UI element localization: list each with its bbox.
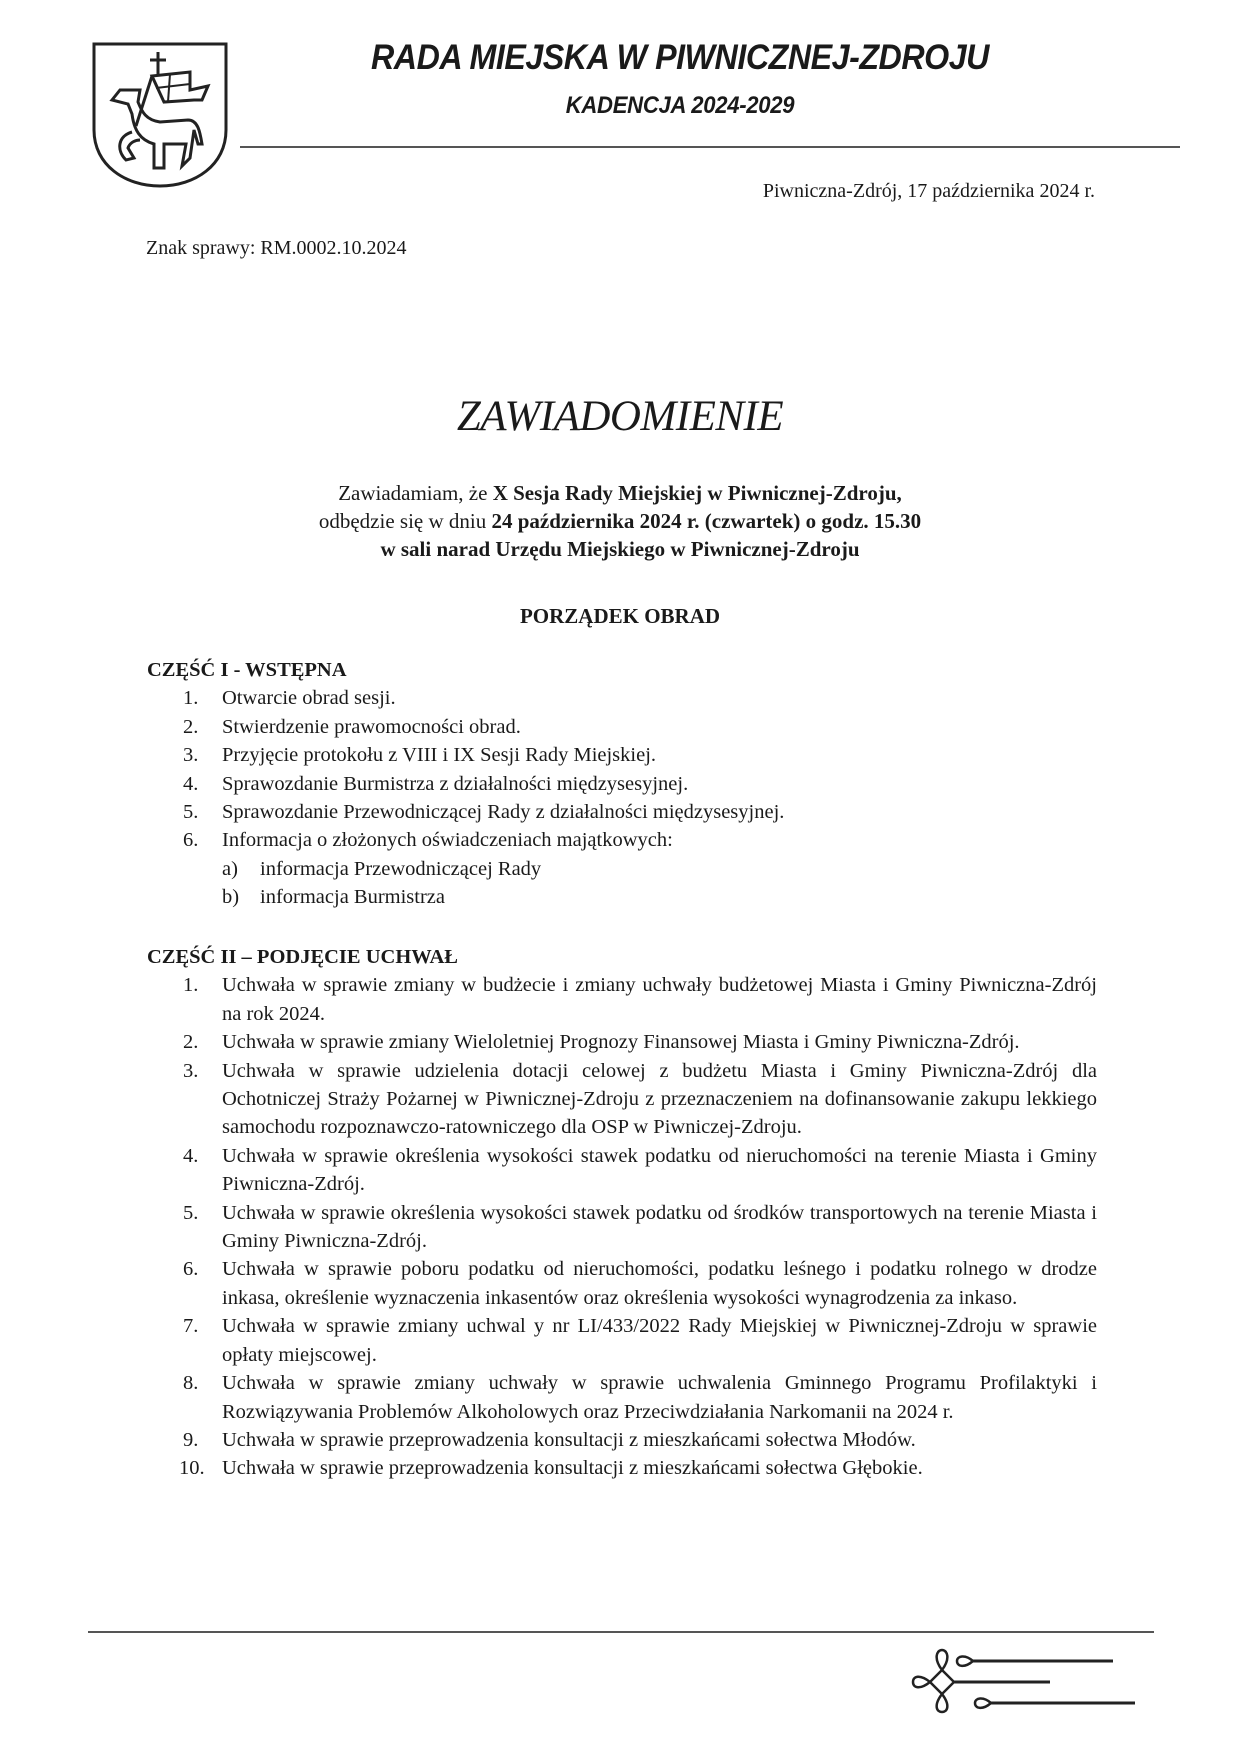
item-number: 9. bbox=[183, 1428, 199, 1451]
item-text: Stwierdzenie prawomocności obrad. bbox=[222, 715, 521, 738]
part-1-sublist bbox=[147, 855, 1097, 912]
header-divider bbox=[240, 146, 1180, 148]
part-1-heading: CZĘŚĆ I - WSTĘPNA bbox=[147, 659, 347, 681]
item-number: 2. bbox=[183, 1031, 199, 1054]
document-title: ZAWIADOMIENIE bbox=[456, 393, 784, 440]
part-2-heading: CZĘŚĆ II – PODJĘCIE UCHWAŁ bbox=[147, 946, 458, 968]
item-text: Uchwała w sprawie zmiany uchwal y nr LI/433/2022 Rady Miejskiej w Piwnicznej-Zdroju w sprawie opłaty miejscowej. bbox=[222, 1315, 1097, 1366]
item-text: Uchwała w sprawie przeprowadzenia konsultacji z mieszkańcami sołectwa Młodów. bbox=[222, 1428, 916, 1451]
subitem-letter: a) bbox=[222, 857, 238, 880]
item-text: Uchwała w sprawie przeprowadzenia konsultacji z mieszkańcami sołectwa Głębokie. bbox=[222, 1457, 923, 1480]
notice-line-2: odbędzie się w dniu 24 października 2024 r. (czwartek) o godz. 15.30 bbox=[318, 509, 922, 533]
term-subtitle: KADENCJA 2024-2029 bbox=[565, 92, 795, 119]
notice-line-3: w sali narad Urzędu Miejskiego w Piwnicznej-Zdroju bbox=[380, 537, 860, 561]
part-1-subitem bbox=[222, 855, 1097, 883]
item-text: Przyjęcie protokołu z VIII i IX Sesji Rady Miejskiej. bbox=[222, 744, 657, 767]
item-number: 7. bbox=[183, 1315, 199, 1338]
item-number: 8. bbox=[183, 1372, 199, 1395]
item-number: 1. bbox=[183, 687, 199, 710]
part-2-item bbox=[147, 1057, 1097, 1142]
council-name: RADA MIEJSKA W PIWNICZNEJ-ZDROJU bbox=[371, 38, 989, 77]
agenda-part-1 bbox=[147, 656, 1097, 912]
part-1-item bbox=[147, 798, 1097, 826]
part-1-item bbox=[147, 741, 1097, 769]
agenda-part-2 bbox=[147, 943, 1097, 1483]
case-reference: Znak sprawy: RM.0002.10.2024 bbox=[146, 237, 407, 259]
ornament-icon bbox=[895, 1648, 1135, 1714]
part-1-item bbox=[147, 826, 1097, 854]
item-text: Uchwała w sprawie udzielenia dotacji celowej z budżetu Miasta i Gminy Piwniczna-Zdrój dla Ochotniczej Straży Pożarnej w Piwnicznej-Zdroju z przeznaczeniem na dofinansowanie zakupu lekkiego samochodu rozpoznawczo-ratowniczego dla OSP w Piwniczej-Zdroju. bbox=[222, 1059, 1097, 1139]
item-text: Otwarcie obrad sesji. bbox=[222, 687, 396, 710]
subitem-letter: b) bbox=[222, 886, 240, 909]
part-2-item bbox=[147, 1142, 1097, 1199]
part-2-item bbox=[147, 1454, 1097, 1482]
item-number: 6. bbox=[183, 1258, 199, 1281]
part-2-item bbox=[147, 1369, 1097, 1426]
coat-of-arms-icon bbox=[90, 40, 230, 190]
item-number: 2. bbox=[183, 715, 199, 738]
item-number: 5. bbox=[183, 801, 199, 824]
part-1-subitem bbox=[222, 883, 1097, 911]
part-1-list bbox=[147, 684, 1097, 854]
part-1-item bbox=[147, 684, 1097, 712]
item-number: 4. bbox=[183, 772, 199, 795]
part-2-list bbox=[147, 971, 1097, 1482]
item-number: 3. bbox=[183, 1059, 199, 1082]
notice-line-1: Zawiadamiam, że X Sesja Rady Miejskiej w Piwnicznej-Zdroju, bbox=[338, 481, 902, 505]
part-2-item bbox=[147, 1028, 1097, 1056]
part-2-item bbox=[147, 1426, 1097, 1454]
part-2-item bbox=[147, 971, 1097, 1028]
part-1-item bbox=[147, 770, 1097, 798]
item-number: 5. bbox=[183, 1201, 199, 1224]
item-number: 1. bbox=[183, 974, 199, 997]
agenda-title: PORZĄDEK OBRAD bbox=[519, 604, 721, 628]
item-text: Sprawozdanie Przewodniczącej Rady z działalności międzysesyjnej. bbox=[222, 801, 785, 824]
item-number: 3. bbox=[183, 744, 199, 767]
item-text: Uchwała w sprawie zmiany uchwały w sprawie uchwalenia Gminnego Programu Profilaktyki i Rozwiązywania Problemów Alkoholowych oraz Przeciwdziałania Narkomanii na 2024 r. bbox=[222, 1372, 1097, 1423]
part-2-item bbox=[147, 1199, 1097, 1256]
item-text: Uchwała w sprawie zmiany w budżecie i zmiany uchwały budżetowej Miasta i Gminy Piwniczna-Zdrój na rok 2024. bbox=[222, 974, 1097, 1025]
part-2-item bbox=[147, 1255, 1097, 1312]
session-notice bbox=[0, 479, 1240, 563]
part-1-item bbox=[147, 713, 1097, 741]
footer-divider bbox=[88, 1631, 1154, 1633]
item-number: 10. bbox=[179, 1457, 205, 1480]
part-2-item bbox=[147, 1312, 1097, 1369]
item-text: Uchwała w sprawie poboru podatku od nieruchomości, podatku leśnego i podatku rolnego w drodze inkasa, określenie wyznaczenia inkasentów oraz określenia wysokości wynagrodzenia za inkaso. bbox=[222, 1258, 1097, 1309]
subitem-text: informacja Przewodniczącej Rady bbox=[260, 857, 542, 880]
item-text: Informacja o złożonych oświadczeniach majątkowych: bbox=[222, 829, 673, 852]
item-text: Uchwała w sprawie określenia wysokości stawek podatku od środków transportowych na terenie Miasta i Gminy Piwniczna-Zdrój. bbox=[222, 1201, 1097, 1253]
document-date: Piwniczna-Zdrój, 17 października 2024 r. bbox=[762, 180, 1095, 202]
item-number: 4. bbox=[183, 1144, 199, 1167]
item-text: Sprawozdanie Burmistrza z działalności międzysesyjnej. bbox=[222, 772, 689, 795]
subitem-text: informacja Burmistrza bbox=[260, 886, 446, 909]
item-number: 6. bbox=[183, 829, 199, 852]
item-text: Uchwała w sprawie zmiany Wieloletniej Prognozy Finansowej Miasta i Gminy Piwniczna-Zdrój. bbox=[222, 1031, 1020, 1054]
item-text: Uchwała w sprawie określenia wysokości stawek podatku od nieruchomości na terenie Miasta i Gminy Piwniczna-Zdrój. bbox=[222, 1144, 1097, 1196]
